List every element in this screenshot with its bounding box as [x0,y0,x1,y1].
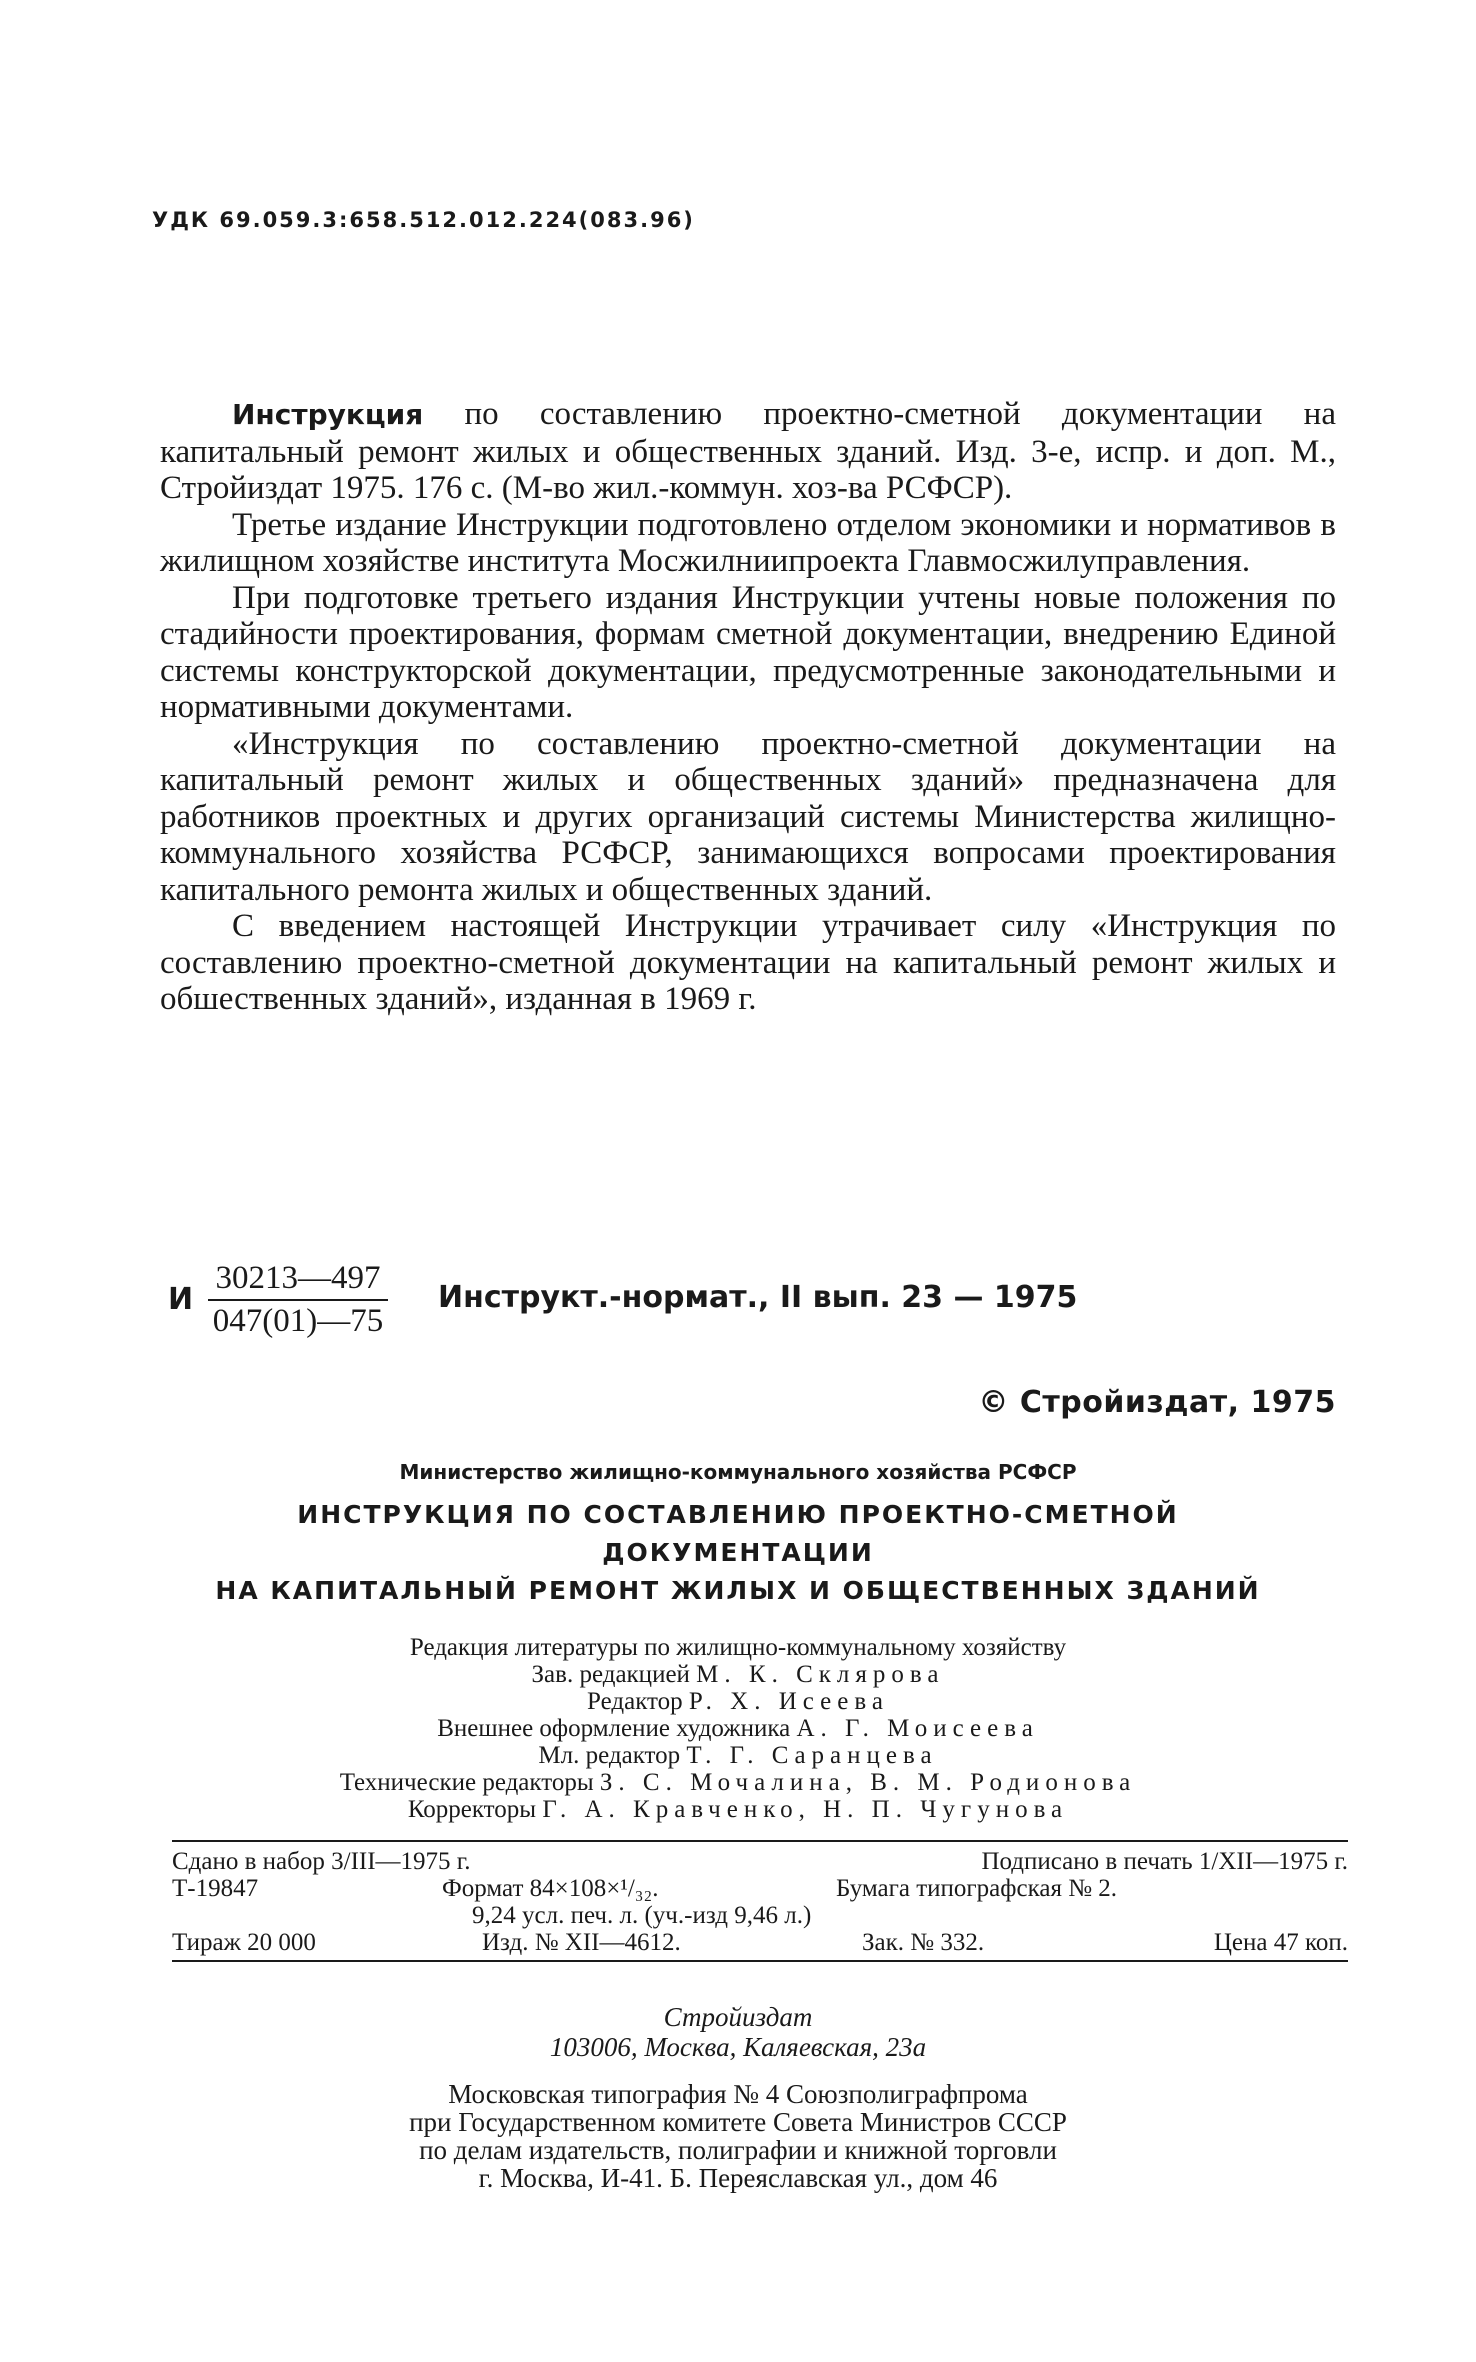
paper: Бумага типографская № 2. [836,1875,1118,1902]
printer-line-4: г. Москва, И-41. Б. Переяславская ул., дом 46 [478,2163,998,2193]
printer-line-3: по делам издательств, полиграфии и книжной торговли [419,2135,1057,2165]
index-denominator: 047(01)—75 [212,1303,384,1339]
index-numerator: 30213—497 [208,1260,388,1301]
edition-number: Изд. № XII—4612. [482,1929,681,1956]
rule-top [172,1840,1348,1842]
annotation-lead: Инструкция [232,398,424,431]
annotation-paragraph-5: С введением настоящей Инструкции утрачивает силу «Инструкция по составлению проектно-сметной документации на капитальный ремонт жилых и обшественных зданий», изданная в 1969 г. [160,908,1336,1017]
credits-proofreaders: Корректоры Г. А. Кравченко, Н. П. Чугунова [407,1796,1069,1823]
publisher [0,2002,1476,2062]
annotation-paragraph-2: Третье издание Инструкции подготовлено отделом экономики и нормативов в жилищном хозяйстве института Мосжилниипроекта Главмосжилуправления. [160,506,1336,579]
annotation-citation: по составлению проектно-сметной документации на капитальный ремонт жилых и общественных зданий. Изд. 3-е, испр. и доп. М., Стройиздат 1975. 176 с. (М-во жил.-коммун. хоз-ва РСФСР). [160,396,1336,506]
price: Цена 47 коп. [1213,1929,1348,1956]
sheets: 9,24 усл. печ. л. (уч.-изд 9,46 л.) [472,1902,812,1929]
credits-artist: Внешнее оформление художника А. Г. Моисеева [437,1715,1039,1742]
print-row-4 [172,1929,1348,1956]
udk-code: УДК 69.059.3:658.512.012.224(083.96) [152,208,695,232]
editorial-credits [0,1634,1476,1823]
signed-date: Подписано в печать 1/XII—1975 г. [981,1848,1348,1875]
credits-junior-editor: Мл. редактор Т. Г. Саранцева [538,1742,938,1769]
print-data [172,1840,1348,1962]
format: Формат 84×108×¹/₃₂. [442,1875,659,1902]
book-title-line-2: ДОКУМЕНТАЦИИ [602,1538,874,1567]
book-title-line-3: НА КАПИТАЛЬНЫЙ РЕМОНТ ЖИЛЫХ И ОБЩЕСТВЕННЫХ ЗДАНИЙ [215,1576,1261,1605]
printing-house [0,2080,1476,2192]
credits-tech-editors: Технические редакторы З. С. Мочалина, В. М. Родионова [339,1769,1137,1796]
publisher-name: Стройиздат [663,2002,813,2032]
annotation-paragraph-3: При подготовке третьего издания Инструкции учтены новые положения по стадийности проектирования, формам сметной документации, внедрению Единой системы конструкторской документации, предусмотренные законодательными и нормативными документами. [160,579,1336,725]
publisher-address: 103006, Москва, Каляевская, 23а [549,2032,927,2062]
annotation-paragraph-4: «Инструкция по составлению проектно-сметной документации на капитальный ремонт жилых и общественных зданий» предназначена для работников проектных и других организаций системы Министерства жилищно-коммунального хозяйства РСФСР, занимающихся вопросами проектирования капитального ремонта жилых и общественных зданий. [160,725,1336,908]
typeset-date: Сдано в набор 3/III—1975 г. [172,1848,471,1875]
print-run: Тираж 20 000 [172,1929,316,1956]
printer-line-1: Московская типография № 4 Союзполиграфпрома [448,2079,1028,2109]
print-row-3 [172,1902,1348,1929]
annotation-paragraph-1 [160,396,1336,507]
index-text: Инструкт.-нормат., II вып. 23 — 1975 [438,1280,1078,1315]
credits-editor: Редактор Р. Х. Исеева [587,1688,889,1715]
printer-line-2: при Государственном комитете Совета Министров СССР [409,2107,1067,2137]
rule-bottom [172,1960,1348,1962]
order-number: Зак. № 332. [862,1929,985,1956]
print-row-2 [172,1875,1348,1902]
credits-head-editor: Зав. редакцией М. К. Склярова [531,1661,945,1688]
book-title-line-1: ИНСТРУКЦИЯ ПО СОСТАВЛЕНИЮ ПРОЕКТНО-СМЕТНОЙ [297,1500,1179,1529]
annotation [160,396,1336,1018]
index-fraction [208,1260,388,1340]
print-row-1 [172,1848,1348,1875]
credits-department: Редакция литературы по жилищно-коммунальному хозяйству [409,1634,1067,1661]
order-code: Т-19847 [172,1875,259,1902]
index-letter: И [168,1282,194,1317]
ministry-name: Министерство жилищно-коммунального хозяйства РСФСР [399,1460,1077,1484]
copyright-notice: © Стройиздат, 1975 [978,1385,1336,1420]
